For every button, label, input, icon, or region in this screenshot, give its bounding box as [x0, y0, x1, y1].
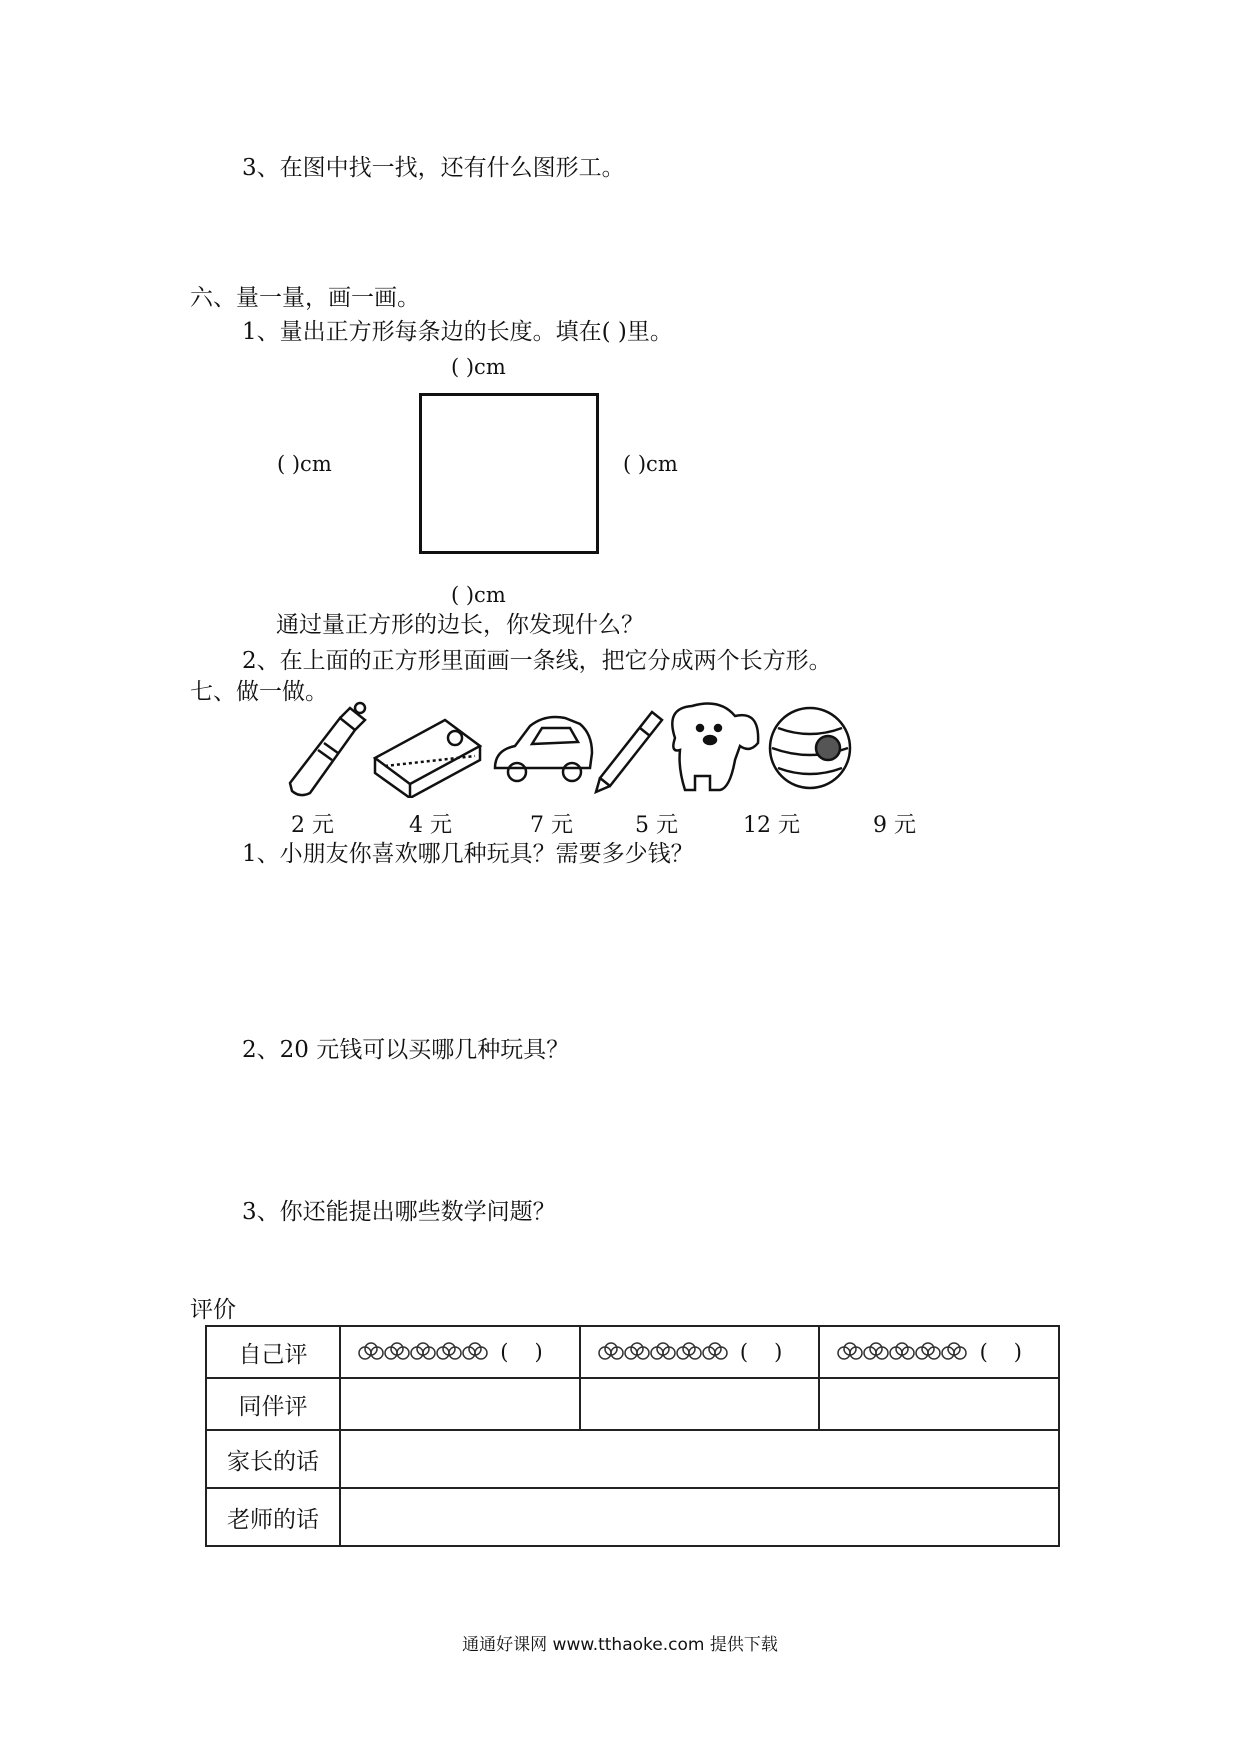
self-rating-cell-2[interactable] [580, 1326, 820, 1378]
parent-comment-cell[interactable] [340, 1430, 1059, 1488]
pencil-case-icon [375, 720, 480, 798]
right-side-blank: ( )cm [623, 452, 678, 476]
price-toy-car: 7 元 [530, 813, 573, 838]
top-side-blank: ( )cm [451, 355, 506, 379]
question-7-1: 1、小朋友你喜欢哪几种玩具？需要多少钱？ [242, 841, 694, 867]
question-6-1: 1、量出正方形每条边的长度。填在( )里。 [242, 319, 673, 345]
peer-cell-3[interactable] [819, 1378, 1059, 1430]
question-6-2: 2、在上面的正方形里面画一条线，把它分成两个长方形。 [242, 648, 832, 674]
teacher-comment-cell[interactable] [340, 1488, 1059, 1546]
rating-blank: () [500, 1340, 569, 1364]
flower-rating-icon [834, 1341, 969, 1363]
peer-cell-2[interactable] [580, 1378, 820, 1430]
price-ball: 9 元 [873, 813, 916, 838]
flower-rating-icon [355, 1341, 490, 1363]
observe-question: 通过量正方形的边长，你发现什么？ [276, 612, 644, 638]
row-label-peer: 同伴评 [206, 1378, 340, 1430]
section-6-heading: 六、量一量，画一画。 [190, 285, 420, 311]
price-pen: 5 元 [635, 813, 678, 838]
toy-dog-icon [672, 704, 758, 790]
peer-cell-1[interactable] [340, 1378, 580, 1430]
left-side-blank: ( )cm [277, 452, 332, 476]
rating-blank: () [979, 1340, 1048, 1364]
pen-icon [596, 712, 662, 792]
price-toy-dog: 12 元 [743, 813, 800, 838]
question-7-3: 3、你还能提出哪些数学问题？ [242, 1199, 556, 1225]
question-7-2: 2、20 元钱可以买哪几种玩具？ [242, 1037, 570, 1063]
ball-icon [770, 708, 850, 788]
toys-illustration [280, 698, 980, 798]
question-5-3: 3、在图中找一找，还有什么图形工。 [242, 155, 625, 181]
rating-blank: () [739, 1340, 809, 1364]
price-bottle: 2 元 [291, 813, 334, 838]
bottle-icon [290, 703, 365, 795]
square-figure [419, 393, 599, 554]
row-label-self: 自己评 [206, 1326, 340, 1378]
evaluation-table [205, 1325, 1060, 1547]
bottom-side-blank: ( )cm [451, 583, 506, 607]
self-rating-cell-3[interactable] [819, 1326, 1059, 1378]
table-row [206, 1488, 1059, 1546]
table-row [206, 1430, 1059, 1488]
evaluation-title: 评价 [190, 1297, 236, 1323]
footer-credit: 通通好课网 www.tthaoke.com 提供下载 [462, 1635, 778, 1655]
row-label-parent: 家长的话 [206, 1430, 340, 1488]
self-rating-cell-1[interactable] [340, 1326, 580, 1378]
toy-car-icon [495, 717, 592, 781]
flower-rating-icon [595, 1341, 730, 1363]
section-7-heading: 七、做一做。 [190, 679, 328, 705]
table-row [206, 1326, 1059, 1378]
row-label-teacher: 老师的话 [206, 1488, 340, 1546]
price-pencil-case: 4 元 [409, 813, 452, 838]
table-row [206, 1378, 1059, 1430]
